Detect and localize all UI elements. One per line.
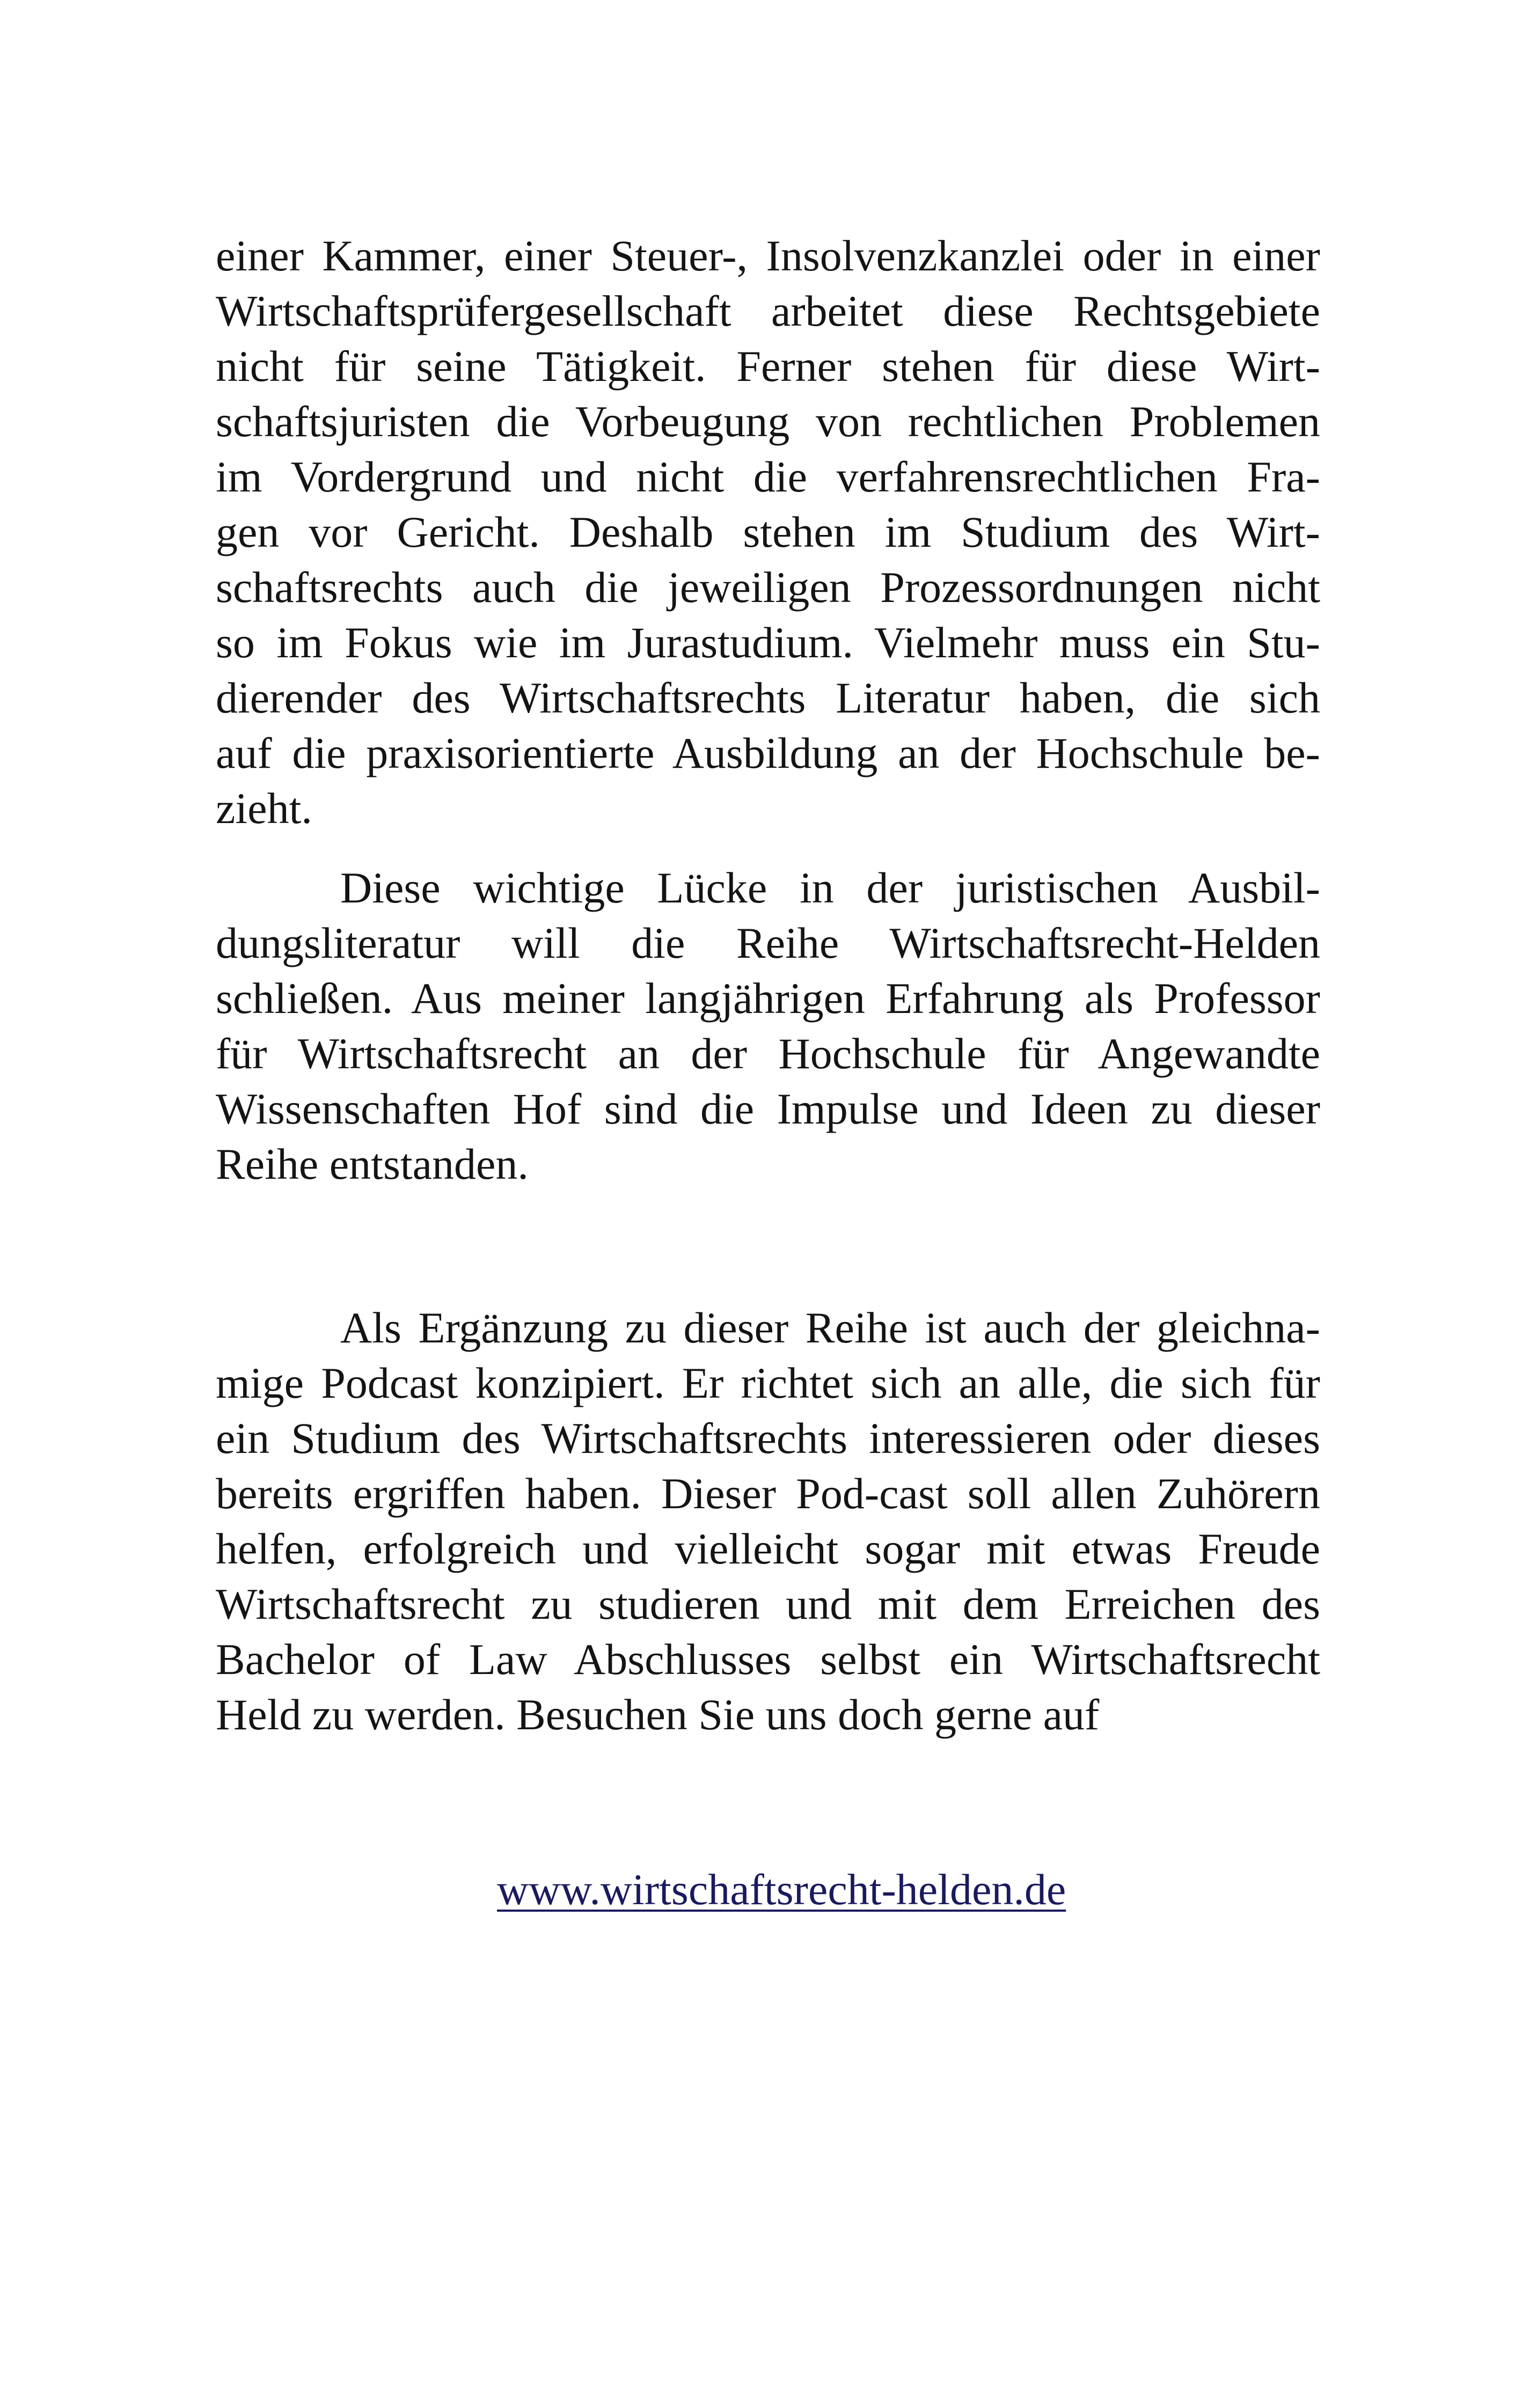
text-line: nicht für seine Tätigkeit. Ferner stehen für diese Wirt-	[216, 342, 1320, 391]
paragraph-literature-gap	[216, 860, 1320, 1192]
text-line: im Vordergrund und nicht die verfahrensrechtlichen Fra-	[216, 452, 1320, 501]
text-line: so im Fokus wie im Jurastudium. Vielmehr muss ein Stu-	[216, 618, 1320, 667]
text-line: dierender des Wirtschaftsrechts Literatur haben, die sich	[216, 673, 1320, 722]
text-line: bereits ergriffen haben. Dieser Pod-cast soll allen Zuhörern	[216, 1469, 1320, 1518]
text-line: Reihe entstanden.	[216, 1140, 529, 1188]
text-line: schaftsjuristen die Vorbeugung von rechtlichen Problemen	[216, 397, 1320, 446]
text-line: für Wirtschaftsrecht an der Hochschule für Angewandte	[216, 1029, 1320, 1078]
text-line: auf die praxisorientierte Ausbildung an der Hochschule be-	[216, 729, 1320, 777]
text-line: Bachelor of Law Abschlusses selbst ein Wirtschaftsrecht	[216, 1635, 1320, 1684]
text-line: Als Ergänzung zu dieser Reihe ist auch der gleichna-	[340, 1303, 1320, 1352]
text-line: Wirtschaftsprüfergesellschaft arbeitet diese Rechtsgebiete	[216, 287, 1320, 335]
text-line: zieht.	[216, 784, 312, 833]
website-link-row	[0, 1862, 1522, 1921]
paragraph-continuation	[216, 228, 1320, 836]
text-line: schaftsrechts auch die jeweiligen Prozessordnungen nicht	[216, 563, 1320, 612]
text-line: Held zu werden. Besuchen Sie uns doch gerne auf	[216, 1690, 1100, 1739]
text-line: schließen. Aus meiner langjährigen Erfahrung als Professor	[216, 974, 1320, 1023]
text-line: Wissenschaften Hof sind die Impulse und Ideen zu dieser	[216, 1084, 1320, 1133]
text-line: helfen, erfolgreich und vielleicht sogar mit etwas Freude	[216, 1524, 1320, 1573]
text-line: gen vor Gericht. Deshalb stehen im Studium des Wirt-	[216, 508, 1320, 556]
paragraph-podcast	[216, 1300, 1320, 1742]
text-line: dungsliteratur will die Reihe Wirtschaftsrecht-Helden	[216, 919, 1320, 967]
text-line: einer Kammer, einer Steuer-, Insolvenzkanzlei oder in einer	[216, 231, 1320, 280]
text-line: Wirtschaftsrecht zu studieren und mit dem Erreichen des	[216, 1580, 1320, 1628]
text-line: ein Studium des Wirtschaftsrechts interessieren oder dieses	[216, 1414, 1320, 1463]
text-line: mige Podcast konzipiert. Er richtet sich an alle, die sich für	[216, 1359, 1320, 1407]
website-link[interactable]: www.wirtschaftsrecht-helden.de	[497, 1865, 1066, 1914]
text-line: Diese wichtige Lücke in der juristischen Ausbil-	[340, 863, 1320, 912]
